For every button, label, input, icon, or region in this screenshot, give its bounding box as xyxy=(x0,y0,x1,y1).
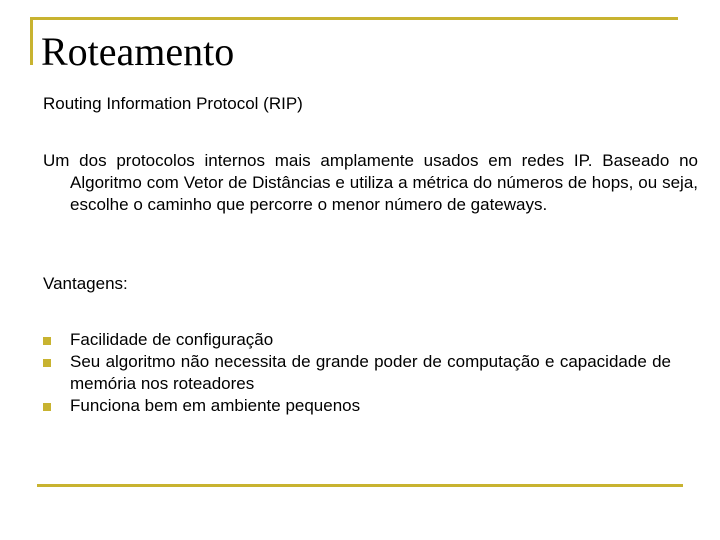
advantage-item xyxy=(43,329,671,351)
advantage-text: Facilidade de configuração xyxy=(70,330,274,349)
advantage-text: Seu algoritmo não necessita de grande poder de computação e capacidade de memória nos roteadores xyxy=(70,352,671,393)
description-paragraph: Um dos protocolos internos mais amplamente usados em redes IP. Baseado no Algoritmo com Vetor de Distâncias e utiliza a métrica do números de hops, ou seja, escolhe o caminho que percorre o menor número de gateways. xyxy=(43,151,698,214)
advantages-list xyxy=(43,329,671,417)
advantage-item xyxy=(43,395,671,417)
square-bullet-icon xyxy=(43,359,51,367)
advantages-heading: Vantagens: xyxy=(43,274,128,293)
square-bullet-icon xyxy=(43,403,51,411)
left-border-line xyxy=(30,17,33,65)
square-bullet-icon xyxy=(43,337,51,345)
slide-title: Roteamento xyxy=(41,29,235,74)
slide-subtitle: Routing Information Protocol (RIP) xyxy=(43,94,303,113)
advantage-item xyxy=(43,351,671,395)
top-border-line xyxy=(30,17,678,20)
bottom-border-line xyxy=(37,484,683,487)
advantage-text: Funciona bem em ambiente pequenos xyxy=(70,396,361,415)
